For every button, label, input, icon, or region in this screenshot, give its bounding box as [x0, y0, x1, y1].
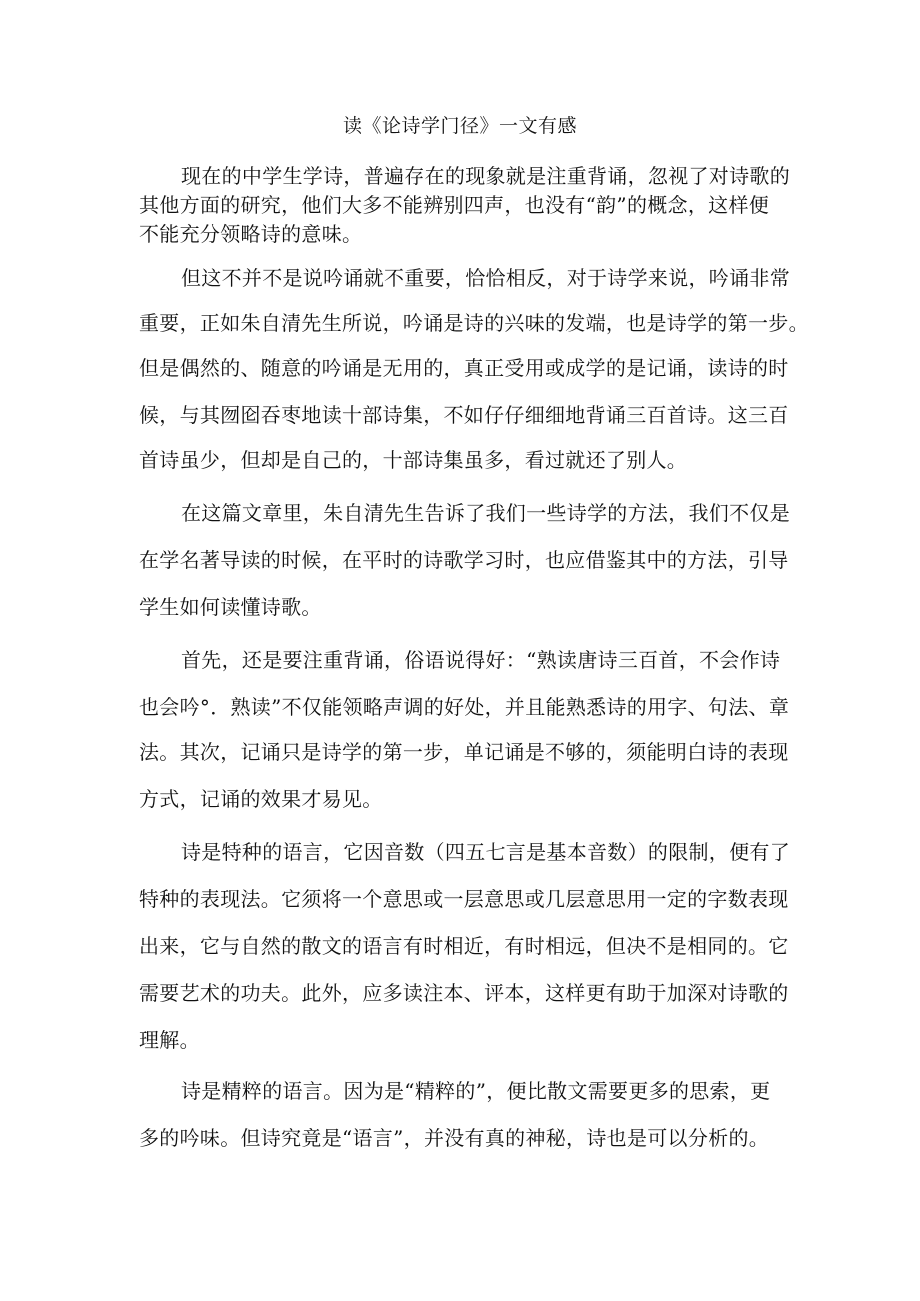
text-line: 也会吟°．熟读”不仅能领略声调的好处，并且能熟悉诗的用字、句法、章 — [139, 695, 790, 719]
text-line: 但这不并不是说吟诵就不重要，恰恰相反，对于诗学来说，吟诵非常 — [181, 266, 790, 290]
text-line: 不能充分领略诗的意味。 — [139, 222, 363, 246]
text-line: 多的吟味。但诗究竟是“语言”，并没有真的神秘，诗也是可以分析的。 — [139, 1126, 770, 1150]
text-line: 候，与其囫囵吞枣地读十部诗集，不如仔仔细细地背诵三百首诗。这三百 — [139, 403, 789, 427]
text-line: 但是偶然的、随意的吟诵是无用的，真正受用或成学的是记诵，读诗的时 — [139, 356, 789, 380]
text-line: 学生如何读懂诗歌。 — [139, 595, 322, 619]
text-line: 在学名著导读的时候，在平时的诗歌学习时，也应借鉴其中的方法，引导 — [139, 548, 789, 572]
text-line: 首先，还是要注重背诵，俗语说得好：“熟读唐诗三百首，不会作诗 — [181, 648, 781, 672]
text-line: 方式，记诵的效果才易见。 — [139, 787, 383, 811]
text-line: 现在的中学生学诗，普遍存在的现象就是注重背诵，忽视了对诗歌的 — [181, 164, 790, 188]
text-line: 在这篇文章里，朱自清先生告诉了我们一些诗学的方法，我们不仅是 — [181, 501, 790, 525]
document-title: 读《论诗学门径》一文有感 — [342, 115, 577, 137]
text-line: 其他方面的研究，他们大多不能辨别四声，也没有“韵”的概念，这样便 — [139, 193, 770, 217]
text-line: 出来，它与自然的散文的语言有时相近，有时相远，但决不是相同的。它 — [139, 934, 789, 958]
text-line: 需要艺术的功夫。此外，应多读注本、评本，这样更有助于加深对诗歌的 — [139, 981, 789, 1005]
text-line: 首诗虽少，但却是自己的，十部诗集虽多，看过就还了别人。 — [139, 448, 688, 472]
text-line: 特种的表现法。它须将一个意思或一层意思或几层意思用一定的字数表现 — [139, 887, 789, 911]
text-line: 诗是特种的语言，它因音数（四五七言是基本音数）的限制，便有了 — [181, 840, 790, 864]
text-line: 理解。 — [139, 1028, 200, 1052]
text-line: 诗是精粹的语言。因为是“精粹的”，便比散文需要更多的思索，更 — [181, 1079, 771, 1103]
text-line: 法。其次，记诵只是诗学的第一步，单记诵是不够的，须能明白诗的表现 — [139, 740, 789, 764]
text-line: 重要，正如朱自清先生所说，吟诵是诗的兴味的发端，也是诗学的第一步。 — [139, 311, 809, 335]
